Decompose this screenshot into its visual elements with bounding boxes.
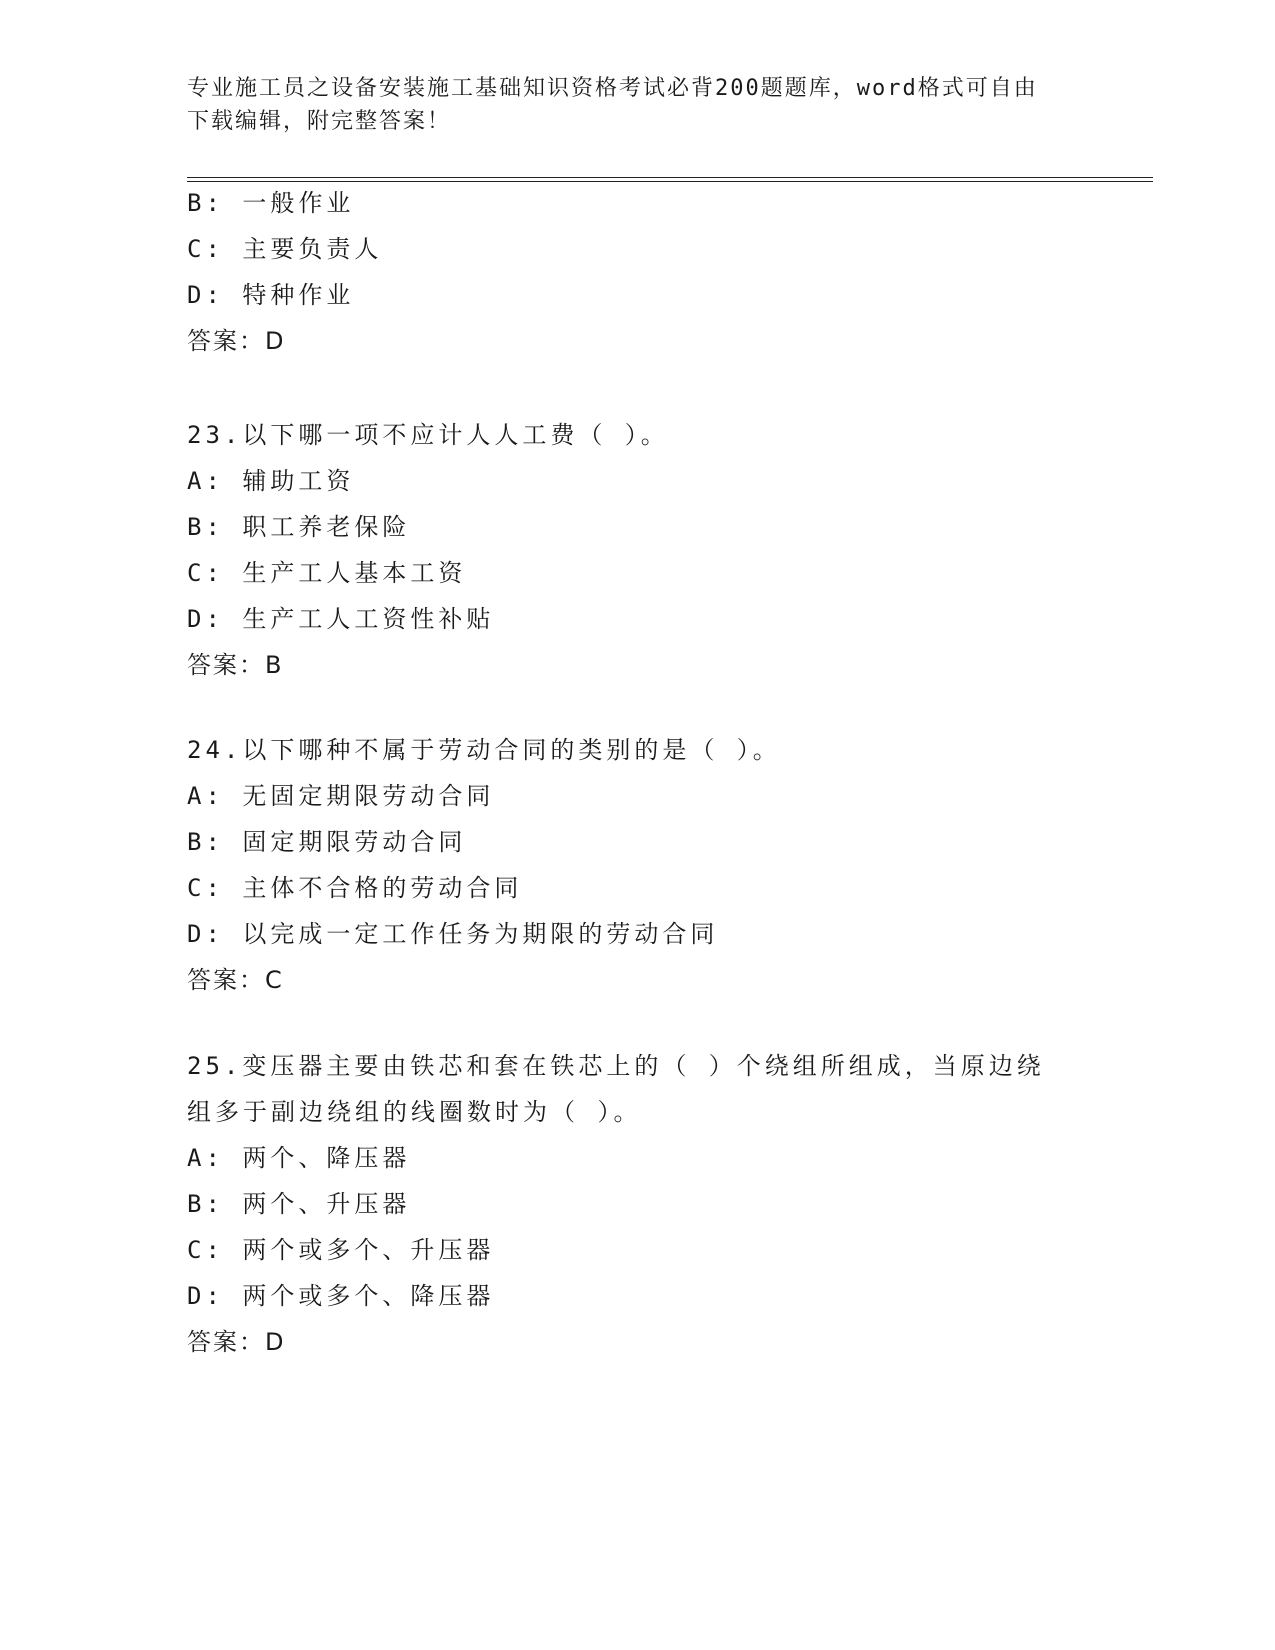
option-d: D: 生产工人工资性补贴 (187, 605, 495, 633)
option-b: B: 固定期限劳动合同 (187, 828, 467, 856)
question-22-tail (187, 180, 1087, 364)
document-header (187, 72, 1067, 138)
option-c: C: 两个或多个、升压器 (187, 1236, 495, 1264)
option-c: C: 主体不合格的劳动合同 (187, 874, 523, 902)
question-23 (187, 412, 1087, 688)
header-divider-top (187, 177, 1153, 178)
option-c: C: 主要负责人 (187, 235, 383, 263)
question-25 (187, 1043, 1087, 1365)
answer: 答案：D (187, 327, 286, 355)
option-a: A: 辅助工资 (187, 467, 355, 495)
option-c: C: 生产工人基本工资 (187, 559, 467, 587)
header-line-2: 下载编辑，附完整答案！ (187, 109, 452, 134)
question-24 (187, 727, 1087, 1003)
option-b: B: 一般作业 (187, 189, 355, 217)
answer: 答案：C (187, 966, 284, 994)
option-a: A: 无固定期限劳动合同 (187, 782, 495, 810)
question-stem: 24.以下哪种不属于劳动合同的类别的是（ ）。 (187, 736, 781, 764)
option-d: D: 特种作业 (187, 281, 355, 309)
option-b: B: 职工养老保险 (187, 513, 411, 541)
question-stem-line-1: 25.变压器主要由铁芯和套在铁芯上的（ ）个绕组所组成，当原边绕 (187, 1052, 1045, 1080)
question-stem: 23.以下哪一项不应计人人工费（ ）。 (187, 421, 669, 449)
header-line-1: 专业施工员之设备安装施工基础知识资格考试必背200题题库，word格式可自由 (187, 76, 1038, 101)
answer: 答案：D (187, 1328, 286, 1356)
option-a: A: 两个、降压器 (187, 1144, 411, 1172)
option-b: B: 两个、升压器 (187, 1190, 411, 1218)
option-d: D: 两个或多个、降压器 (187, 1282, 495, 1310)
answer: 答案：B (187, 651, 284, 679)
option-d: D: 以完成一定工作任务为期限的劳动合同 (187, 920, 719, 948)
question-stem-line-2: 组多于副边绕组的线圈数时为（ ）。 (187, 1098, 642, 1126)
